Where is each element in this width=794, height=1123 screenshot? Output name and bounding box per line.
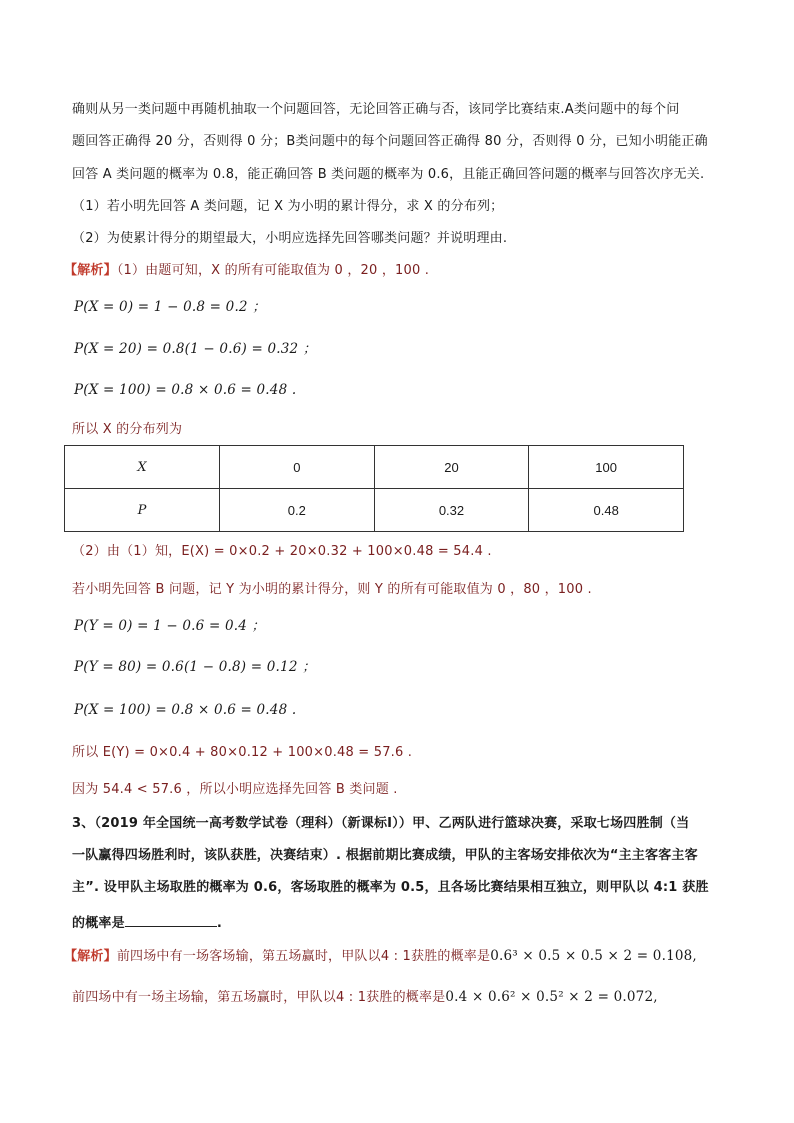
problem3-line1: 3、（2019 年全国统一高考数学试卷（理科）（新课标Ⅰ））甲、乙两队进行篮球决赛，采取七场四胜制（当 (72, 816, 690, 831)
solution3-line2 (72, 988, 658, 1007)
prob-y-0: P(Y = 0) = 1 − 0.6 = 0.4 ； (74, 618, 266, 634)
problem3-line4-end: . (216, 916, 222, 931)
table-row (65, 489, 684, 532)
answer-blank (125, 912, 217, 927)
table-cell: 0.2 (220, 489, 375, 532)
solution3-step1-text: 前四场中有一场客场输，第五场赢时，甲队以4 : 1获胜的概率是 (116, 949, 491, 964)
solution3-line1 (64, 947, 697, 966)
problem3-line4 (72, 912, 222, 933)
solution2-step1: （1）由题可知，X 的所有可能取值为 0 ，20 ，100 . (116, 263, 430, 278)
conclusion: 因为 54.4 < 57.6 ，所以小明应选择先回答 B 类问题 . (72, 782, 398, 797)
distribution-table (64, 445, 684, 532)
table-row (65, 446, 684, 489)
table-cell: 0.32 (374, 489, 529, 532)
table-cell: 0.48 (529, 489, 684, 532)
solution-label: 【解析】 (64, 263, 117, 278)
prob-x-20: P(X = 20) = 0.8(1 − 0.6) = 0.32 ； (74, 341, 317, 357)
problem2-question2: （2）为使累计得分的期望最大，小明应选择先回答哪类问题？并说明理由. (72, 231, 508, 246)
solution3-step2-text: 前四场中有一场主场输，第五场赢时，甲队以4 : 1获胜的概率是 (72, 990, 446, 1005)
problem2-line2: 题回答正确得 20 分，否则得 0 分；B类问题中的每个问题回答正确得 80 分，否则得 0 分，已知小明能正确 (72, 134, 708, 149)
solution-label: 【解析】 (64, 949, 117, 964)
problem2-line3: 回答 A 类问题的概率为 0.8，能正确回答 B 类问题的概率为 0.6，且能正确回答问题的概率与回答次序无关. (72, 167, 705, 182)
problem3-line2: 一队赢得四场胜利时，该队获胜，决赛结束）. 根据前期比赛成绩，甲队的主客场安排依次为“主主客客主客 (72, 848, 698, 863)
problem2-line1: 确则从另一类问题中再随机抽取一个问题回答，无论回答正确与否，该同学比赛结束.A类问题中的每个问 (72, 102, 680, 117)
prob-y-100: P(X = 100) = 0.8 × 0.6 = 0.48 . (74, 702, 297, 718)
expectation-x: （2）由（1）知，E(X) = 0×0.2 + 20×0.32 + 100×0.48 = 54.4 . (72, 544, 492, 559)
if-b-first: 若小明先回答 B 问题，记 Y 为小明的累计得分，则 Y 的所有可能取值为 0 ，80 ，100 . (72, 582, 592, 597)
solution3-step2-math: 0.4 × 0.6² × 0.5² × 2 = 0.072, (445, 989, 658, 1005)
distribution-intro: 所以 X 的分布列为 (72, 422, 183, 437)
prob-x-100: P(X = 100) = 0.8 × 0.6 = 0.48 . (74, 382, 297, 398)
problem3-line4-text: 的概率是 (72, 916, 125, 931)
expectation-y: 所以 E(Y) = 0×0.4 + 80×0.12 + 100×0.48 = 57.6 . (72, 745, 413, 760)
table-cell: X (65, 446, 220, 489)
table-cell: 0 (220, 446, 375, 489)
problem3-line3: 主”. 设甲队主场取胜的概率为 0.6，客场取胜的概率为 0.5，且各场比赛结果相互独立，则甲队以 4:1 获胜 (72, 880, 709, 895)
prob-x-0: P(X = 0) = 1 − 0.8 = 0.2 ； (74, 299, 266, 315)
problem2-question1: （1）若小明先回答 A 类问题，记 X 为小明的累计得分，求 X 的分布列； (72, 199, 504, 214)
table-cell: P (65, 489, 220, 532)
table-cell: 100 (529, 446, 684, 489)
solution3-step1-math: 0.6³ × 0.5 × 0.5 × 2 = 0.108, (490, 948, 697, 964)
solution2-intro (64, 262, 429, 280)
prob-y-80: P(Y = 80) = 0.6(1 − 0.8) = 0.12 ； (74, 659, 316, 675)
table-cell: 20 (374, 446, 529, 489)
